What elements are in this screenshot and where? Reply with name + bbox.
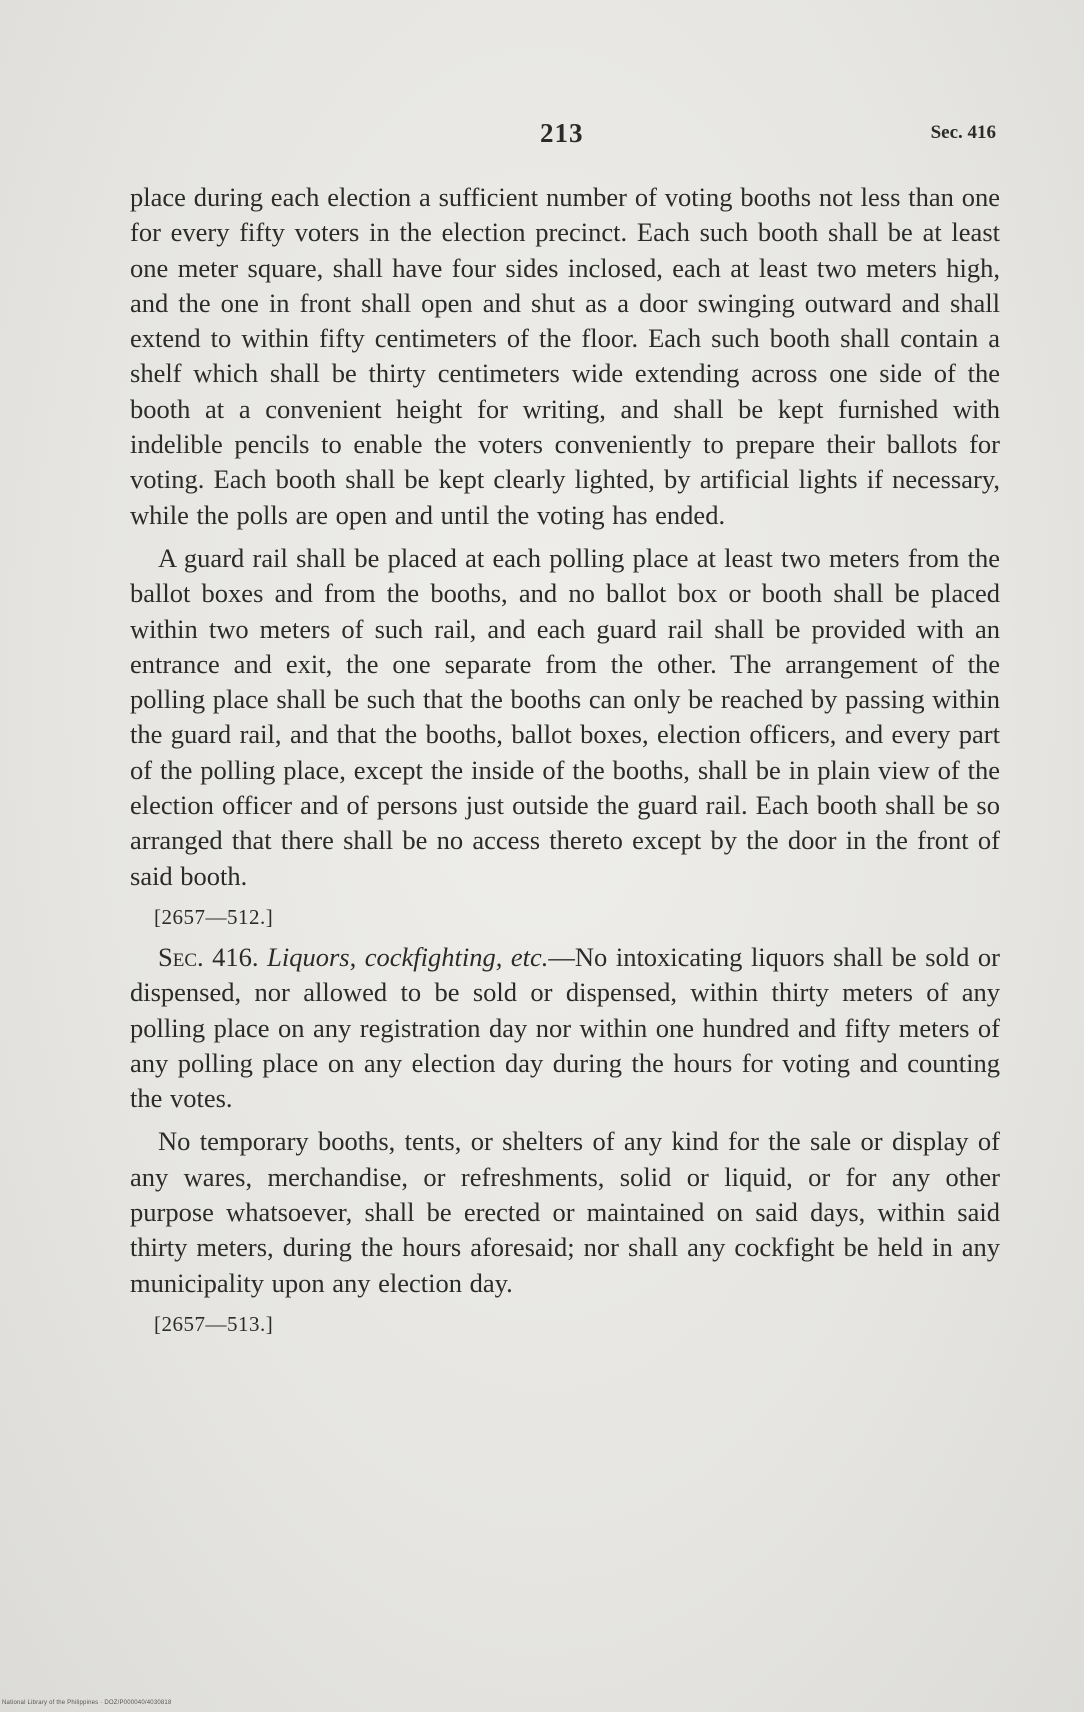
library-attribution: National Library of the Philippines · DOZ/P000040/4030818 <box>2 1700 172 1706</box>
citation-2657-512: [2657—512.] <box>154 904 274 929</box>
section-number: Sec. 416. <box>158 941 259 972</box>
paragraph-guard-rail: A guard rail shall be placed at each polling place at least two meters from the ballot boxes and from the booths, and no ballot box or booth shall be placed within two meters of such rail, and each guard rail shall be provided with an entrance and exit, the one separate from the other. The arrangement of the polling place shall be such that the booths can only be reached by passing within the guard rail, and that the booths, ballot boxes, election officers, and every part of the polling place, except the inside of the booths, shall be in plain view of the election officer and of persons just outside the guard rail. Each booth shall be so arranged that there shall be no access thereto except by the door in the front of said booth. <box>130 542 1000 891</box>
page-number: 213 <box>540 118 584 148</box>
section-heading: Liquors, cockfighting, etc. <box>267 941 549 972</box>
paragraph-booths: place during each election a sufficient number of voting booths not less than one for every fifty voters in the election precinct. Each such booth shall be at least one meter square, shall have four sides inclosed, each at least two meters high, and the one in front shall open and shut as a door swinging outward and shall extend to within fifty centimeters of the floor. Each such booth shall contain a shelf which shall be thirty centimeters wide extending across one side of the booth at a convenient height for writing, and shall be kept furnished with indelible pencils to enable the voters conveniently to prepare their ballots for voting. Each booth shall be kept clearly lighted, by artificial lights if necessary, while the polls are open and until the voting has ended. <box>130 182 1000 530</box>
paragraph-temporary-booths: No temporary booths, tents, or shelters of any kind for the sale or display of any wares, merchandise, or refreshments, solid or liquid, or for any other purpose whatsoever, shall be erected or maintained on said days, within said thirty meters, during the hours aforesaid; nor shall any cockfight be held in any municipality upon any election day. <box>130 1126 1000 1298</box>
page-header <box>0 118 1084 158</box>
running-section-label: Sec. 416 <box>930 122 996 143</box>
citation-2657-513: [2657—513.] <box>154 1311 274 1336</box>
body-text <box>130 180 1000 1347</box>
paragraph-sec-416 <box>130 940 1000 1116</box>
section-text: —No intoxicating liquors shall be sold or dispensed, nor allowed to be sold or dispensed, within thirty meters of any polling place on any registration day nor within one hundred and fifty meters of any polling place on any election day during the hours for voting and counting the votes. <box>130 941 1001 1114</box>
